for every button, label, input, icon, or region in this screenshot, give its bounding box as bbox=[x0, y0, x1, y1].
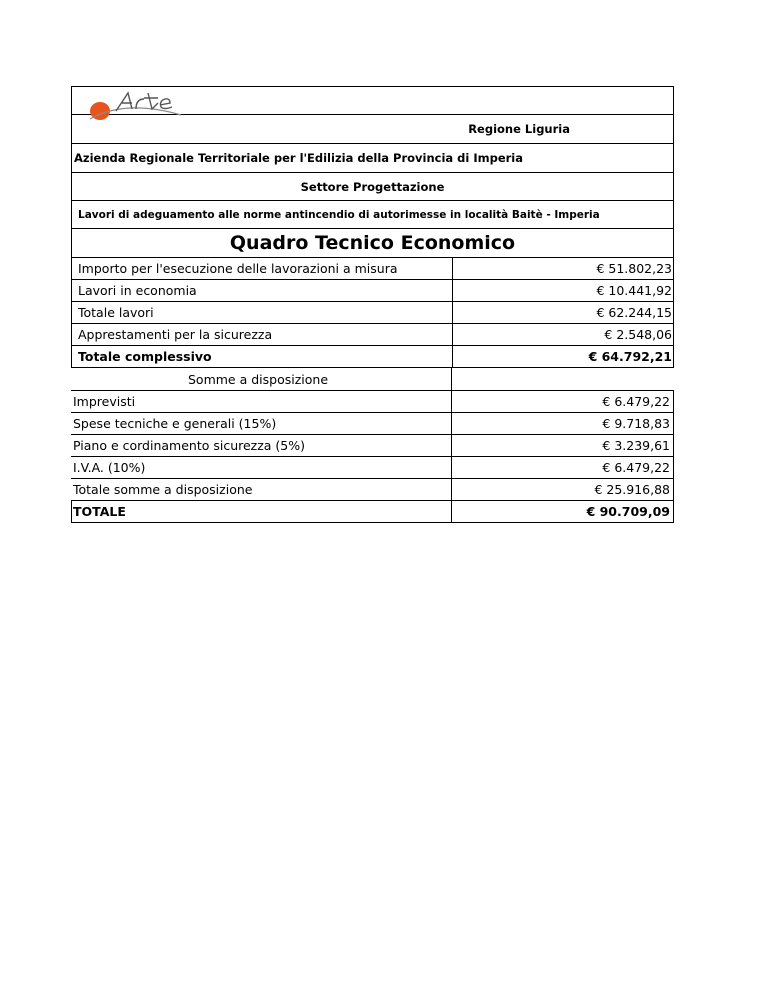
row-value: € 6.479,22 bbox=[451, 391, 674, 413]
importi-table bbox=[71, 258, 674, 368]
row-label: Totale complessivo bbox=[78, 349, 212, 364]
row-value: € 9.718,83 bbox=[451, 413, 674, 435]
lavori-label: Lavori di adeguamento alle norme antincendio di autorimesse in località Baitè - Imperia bbox=[72, 201, 673, 229]
row-label: Piano e cordinamento sicurezza (5%) bbox=[73, 438, 306, 453]
arte-logo-icon bbox=[86, 89, 196, 131]
row-label: Totale lavori bbox=[78, 305, 154, 320]
row-value: € 10.441,92 bbox=[452, 280, 675, 302]
settore-label: Settore Progettazione bbox=[72, 173, 673, 201]
somme-header-row bbox=[71, 368, 674, 391]
page-title: Quadro Tecnico Economico bbox=[72, 229, 673, 258]
grand-total-row bbox=[71, 501, 674, 523]
row-value: € 6.479,22 bbox=[451, 457, 674, 479]
row-value: € 51.802,23 bbox=[452, 258, 675, 280]
table-row bbox=[71, 324, 674, 346]
table-row bbox=[71, 391, 674, 413]
row-label: Totale somme a disposizione bbox=[73, 482, 253, 497]
table-row bbox=[71, 435, 674, 457]
table-row bbox=[71, 457, 674, 479]
row-value: € 64.792,21 bbox=[452, 346, 675, 368]
somme-table bbox=[71, 391, 674, 523]
table-row bbox=[71, 413, 674, 435]
somme-header-label: Somme a disposizione bbox=[188, 372, 329, 387]
logo-row bbox=[72, 87, 673, 115]
azienda-label: Azienda Regionale Territoriale per l'Edilizia della Provincia di Imperia bbox=[72, 144, 673, 173]
somme-header-empty-cell bbox=[451, 368, 674, 390]
table-row bbox=[71, 258, 674, 280]
row-label: Imprevisti bbox=[73, 394, 136, 409]
row-label: I.V.A. (10%) bbox=[73, 460, 146, 475]
row-label: Spese tecniche e generali (15%) bbox=[73, 416, 277, 431]
row-label: Lavori in economia bbox=[78, 283, 197, 298]
total-row bbox=[71, 346, 674, 368]
qte-sheet bbox=[71, 86, 674, 523]
row-value: € 3.239,61 bbox=[451, 435, 674, 457]
table-row bbox=[71, 479, 674, 501]
header-box bbox=[71, 86, 674, 258]
row-label: Importo per l'esecuzione delle lavorazioni a misura bbox=[78, 261, 398, 276]
row-value: € 25.916,88 bbox=[451, 479, 674, 501]
table-row bbox=[71, 280, 674, 302]
row-label: TOTALE bbox=[71, 501, 451, 523]
row-label: Apprestamenti per la sicurezza bbox=[78, 327, 273, 342]
row-value: € 2.548,06 bbox=[452, 324, 675, 346]
row-value: € 90.709,09 bbox=[451, 501, 674, 523]
region-label: Regione Liguria bbox=[72, 115, 673, 144]
row-value: € 62.244,15 bbox=[452, 302, 675, 324]
table-row bbox=[71, 302, 674, 324]
